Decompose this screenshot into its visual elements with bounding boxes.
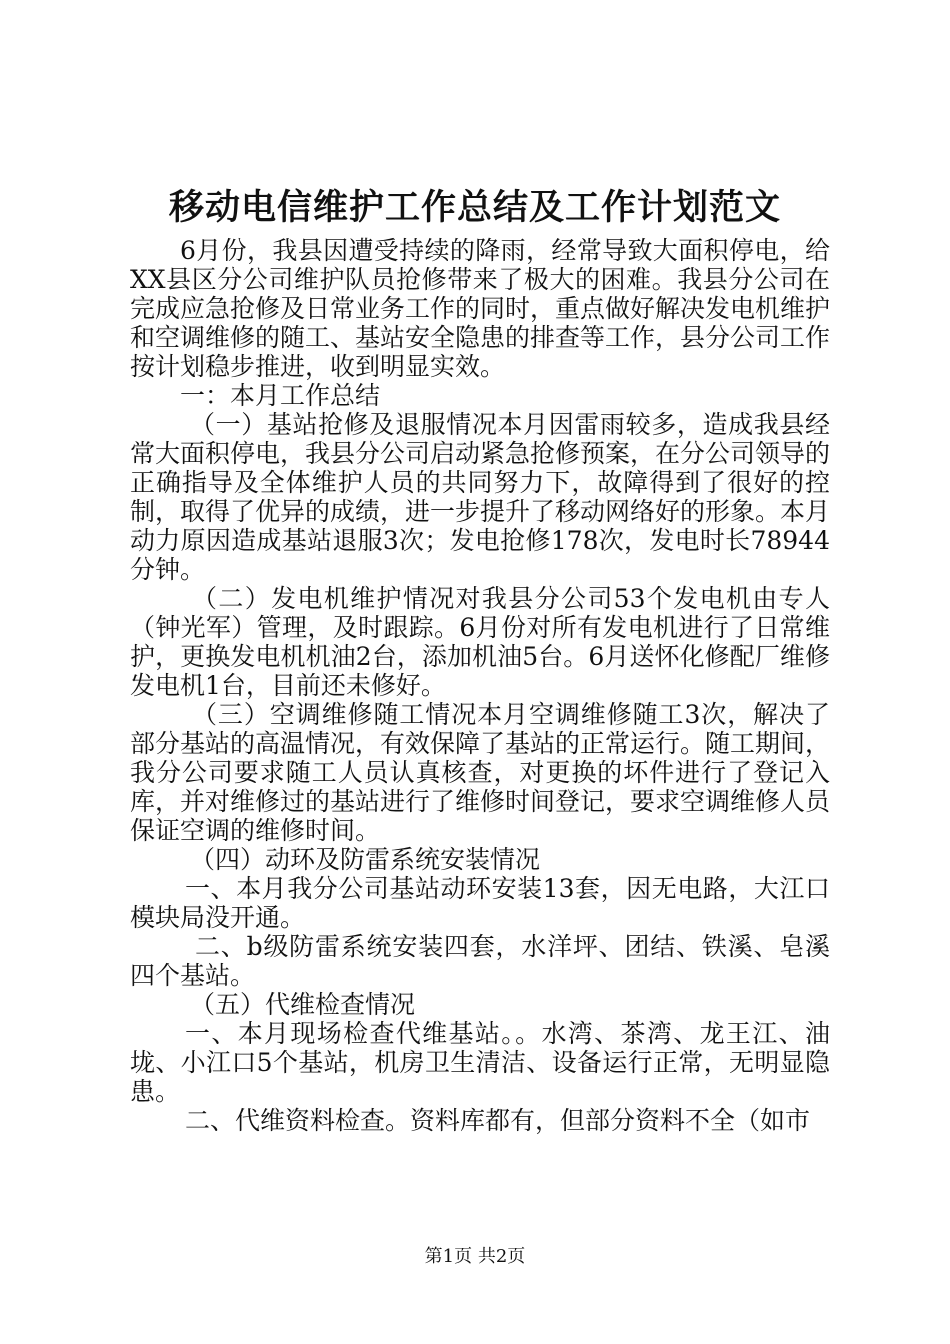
document-title: 移动电信维护工作总结及工作计划范文 (168, 187, 781, 228)
list-item-site-inspection: 一、本月现场检查代维基站。。水湾、茶湾、龙王江、油垅、小江口5个基站，机房卫生清洁、设备运行正常，无明显隐患。 (130, 1019, 830, 1106)
paragraph-aircon-repair: （三）空调维修随工情况本月空调维修随工3次，解决了部分基站的高温情况，有效保障了基站的正常运行。随工期间，我分公司要求随工人员认真核查，对更换的坏件进行了登记入库，并对维修过的基站进行了维修时间登记，要求空调维修人员保证空调的维修时间。 (130, 700, 831, 845)
list-item-lightning-install: 二、b级防雷系统安装四套，水洋坪、团结、铁溪、皂溪四个基站。 (130, 932, 830, 990)
section-heading-summary: 一：本月工作总结 (180, 381, 381, 410)
list-item-document-inspection: 二、代维资料检查。资料库都有，但部分资料不全（如市 (185, 1106, 811, 1135)
document-body (130, 236, 830, 1135)
subheading-inspection: （五）代维检查情况 (190, 990, 416, 1019)
paragraph-station-repair: （一）基站抢修及退服情况本月因雷雨较多，造成我县经常大面积停电，我县分公司启动紧急抢修预案，在分公司领导的正确指导及全体维护人员的共同努力下，故障得到了很好的控制，取得了优异的成绩，进一步提升了移动网络好的形象。本月动力原因造成基站退服3次；发电抢修178次，发电时长78944分钟。 (130, 410, 831, 584)
paragraph-generator-maintenance: （二）发电机维护情况对我县分公司53个发电机由专人（钟光军）管理，及时跟踪。6月份对所有发电机进行了日常维护，更换发电机机油2台，添加机油5台。6月送怀化修配厂维修发电机1台，目前还未修好。 (130, 584, 830, 700)
intro-paragraph: 6月份，我县因遭受持续的降雨，经常导致大面积停电，给XX县区分公司维护队员抢修带来了极大的困难。我县分公司在完成应急抢修及日常业务工作的同时，重点做好解决发电机维护和空调维修的随工、基站安全隐患的排查等工作，县分公司工作按计划稳步推进，收到明显实效。 (130, 236, 831, 381)
list-item-environment-install: 一、本月我分公司基站动环安装13套，因无电路，大江口模块局没开通。 (130, 874, 830, 932)
subheading-environment-lightning: （四）动环及防雷系统安装情况 (190, 845, 541, 874)
page-footer: 第1页 共2页 (424, 1246, 526, 1267)
